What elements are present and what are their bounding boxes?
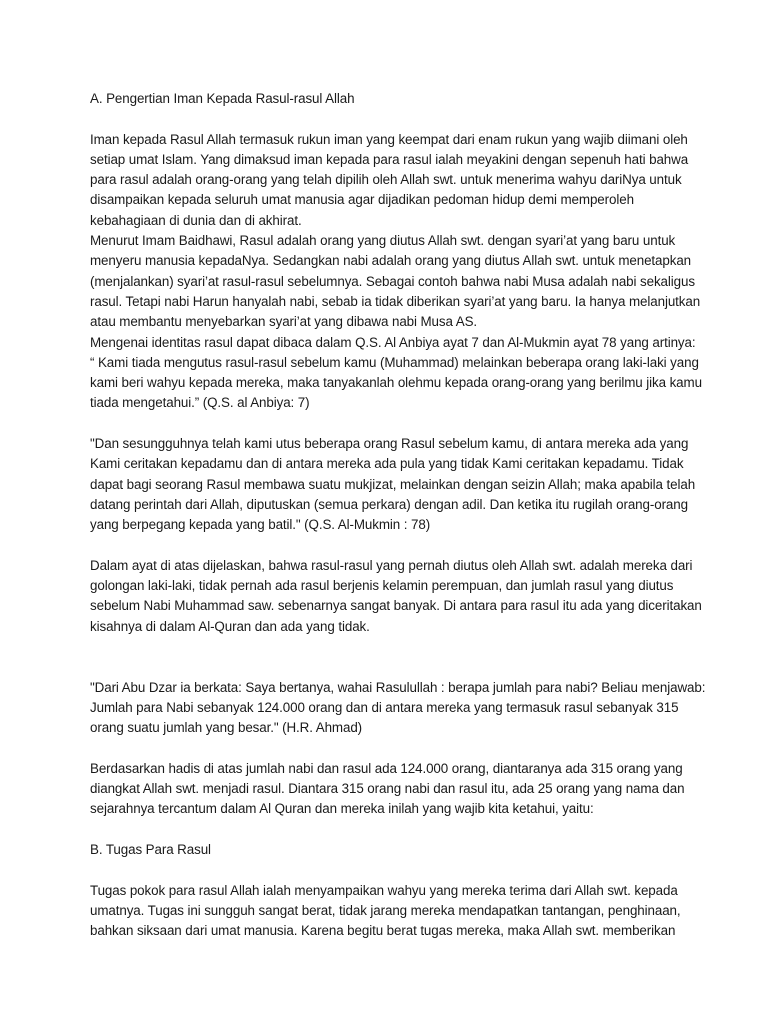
text-line: menyeru manusia kepadaNya. Sedangkan nabi adalah orang yang diutus Allah swt. untuk menetapkan — [90, 253, 692, 269]
paragraph-explanation — [90, 556, 702, 637]
text-line: Mengenai identitas rasul dapat dibaca dalam Q.S. Al Anbiya ayat 7 dan Al-Mukmin ayat 78 yang artinya: — [90, 334, 696, 350]
paragraph-count — [90, 759, 690, 820]
paragraph-duties — [90, 881, 690, 942]
text-line: golongan laki-laki, tidak pernah ada rasul berjenis kelamin perempuan, dan jumlah rasul yang diutus — [90, 578, 674, 594]
text-line: Menurut Imam Baidhawi, Rasul adalah orang yang diutus Allah swt. dengan syari’at yang baru untuk — [90, 233, 676, 249]
text-line: "Dari Abu Dzar ia berkata: Saya bertanya, wahai Rasulullah : berapa jumlah para nabi? Beliau menjawab: — [90, 679, 706, 695]
text-line: Jumlah para Nabi sebanyak 124.000 orang dan di antara mereka yang termasuk rasul sebanyak 315 — [90, 699, 679, 715]
document-body — [90, 89, 706, 941]
text-line: para rasul adalah orang-orang yang telah dipilih oleh Allah swt. untuk menerima wahyu dariNya untuk — [90, 172, 682, 188]
text-line: kisahnya di dalam Al-Quran dan ada yang tidak. — [90, 618, 370, 634]
text-line: sejarahnya tercantum dalam Al Quran dan mereka inilah yang wajib kita ketahui, yaitu: — [90, 801, 594, 817]
paragraph-mukmin-quote — [90, 434, 696, 535]
text-line: tiada mengetahui.” (Q.S. al Anbiya: 7) — [90, 395, 310, 411]
paragraph-definition — [90, 130, 690, 231]
paragraph-hadith — [90, 678, 706, 739]
section-heading-a — [90, 89, 690, 109]
text-line: Kami ceritakan kepadamu dan di antara mereka ada pula yang tidak Kami ceritakan kepadamu. Tidak — [90, 456, 684, 472]
text-line: diangkat Allah swt. menjadi rasul. Diantara 315 orang nabi dan rasul itu, ada 25 orang yang nama dan — [90, 781, 685, 797]
text-line: orang suatu jumlah yang besar." (H.R. Ahmad) — [90, 720, 363, 736]
section-heading-b — [90, 840, 690, 860]
text-line: setiap umat Islam. Yang dimaksud iman kepada para rasul ialah meyakini dengan sepenuh hati bahwa — [90, 151, 689, 167]
text-line: umatnya. Tugas ini sungguh sangat berat, tidak jarang mereka mendapatkan tantangan, penghinaan, — [90, 902, 681, 918]
text-line: kami beri wahyu kepada mereka, maka tanyakanlah olehmu kepada orang-orang yang berilmu jika kamu — [90, 375, 702, 391]
text-line: Berdasarkan hadis di atas jumlah nabi dan rasul ada 124.000 orang, diantaranya ada 315 orang yang — [90, 760, 683, 776]
text-line: disampaikan kepada seluruh umat manusia agar dijadikan pedoman hidup demi memperoleh — [90, 192, 634, 208]
text-line: Dalam ayat di atas dijelaskan, bahwa rasul-rasul yang pernah diutus oleh Allah swt. adalah mereka dari — [90, 557, 693, 573]
text-line: (menjalankan) syari’at rasul-rasul sebelumnya. Sebagai contoh bahwa nabi Musa adalah nabi sekaligus — [90, 273, 695, 289]
paragraph-anbiya-quote — [90, 333, 702, 414]
paragraph-baidhawi — [90, 231, 701, 332]
text-line: "Dan sesungguhnya telah kami utus beberapa orang Rasul sebelum kamu, di antara mereka ada yang — [90, 436, 689, 452]
text-line: sebelum Nabi Muhammad saw. sebenarnya sangat banyak. Di antara para rasul itu ada yang diceritakan — [90, 598, 702, 614]
text-line: atau membantu menyebarkan syari’at yang dibawa nabi Musa AS. — [90, 314, 478, 330]
text-line: bahkan siksaan dari umat manusia. Karena begitu berat tugas mereka, maka Allah swt. memberikan — [90, 923, 676, 939]
text-line: kebahagiaan di dunia dan di akhirat. — [90, 212, 302, 228]
heading-text: B. Tugas Para Rasul — [90, 841, 211, 857]
text-line: Iman kepada Rasul Allah termasuk rukun iman yang keempat dari enam rukun yang wajib diimani oleh — [90, 131, 688, 147]
text-line: rasul. Tetapi nabi Harun hanyalah nabi, sebab ia tidak diberikan syari’at yang baru. Ia hanya melanjutkan — [90, 293, 701, 309]
text-line: Tugas pokok para rasul Allah ialah menyampaikan wahyu yang mereka terima dari Allah swt. kepada — [90, 882, 678, 898]
text-line: datang perintah dari Allah, diputuskan (semua perkara) dengan adil. Dan ketika itu rugilah orang-orang — [90, 496, 688, 512]
text-line: “ Kami tiada mengutus rasul-rasul sebelum kamu (Muhammad) melainkan beberapa orang laki-laki yang — [90, 354, 699, 370]
text-line: yang berpegang kepada yang batil." (Q.S. Al-Mukmin : 78) — [90, 517, 431, 533]
heading-text: A. Pengertian Iman Kepada Rasul-rasul Allah — [90, 91, 355, 106]
text-line: dapat bagi seorang Rasul membawa suatu mukjizat, melainkan dengan seizin Allah; maka apabila telah — [90, 476, 696, 492]
